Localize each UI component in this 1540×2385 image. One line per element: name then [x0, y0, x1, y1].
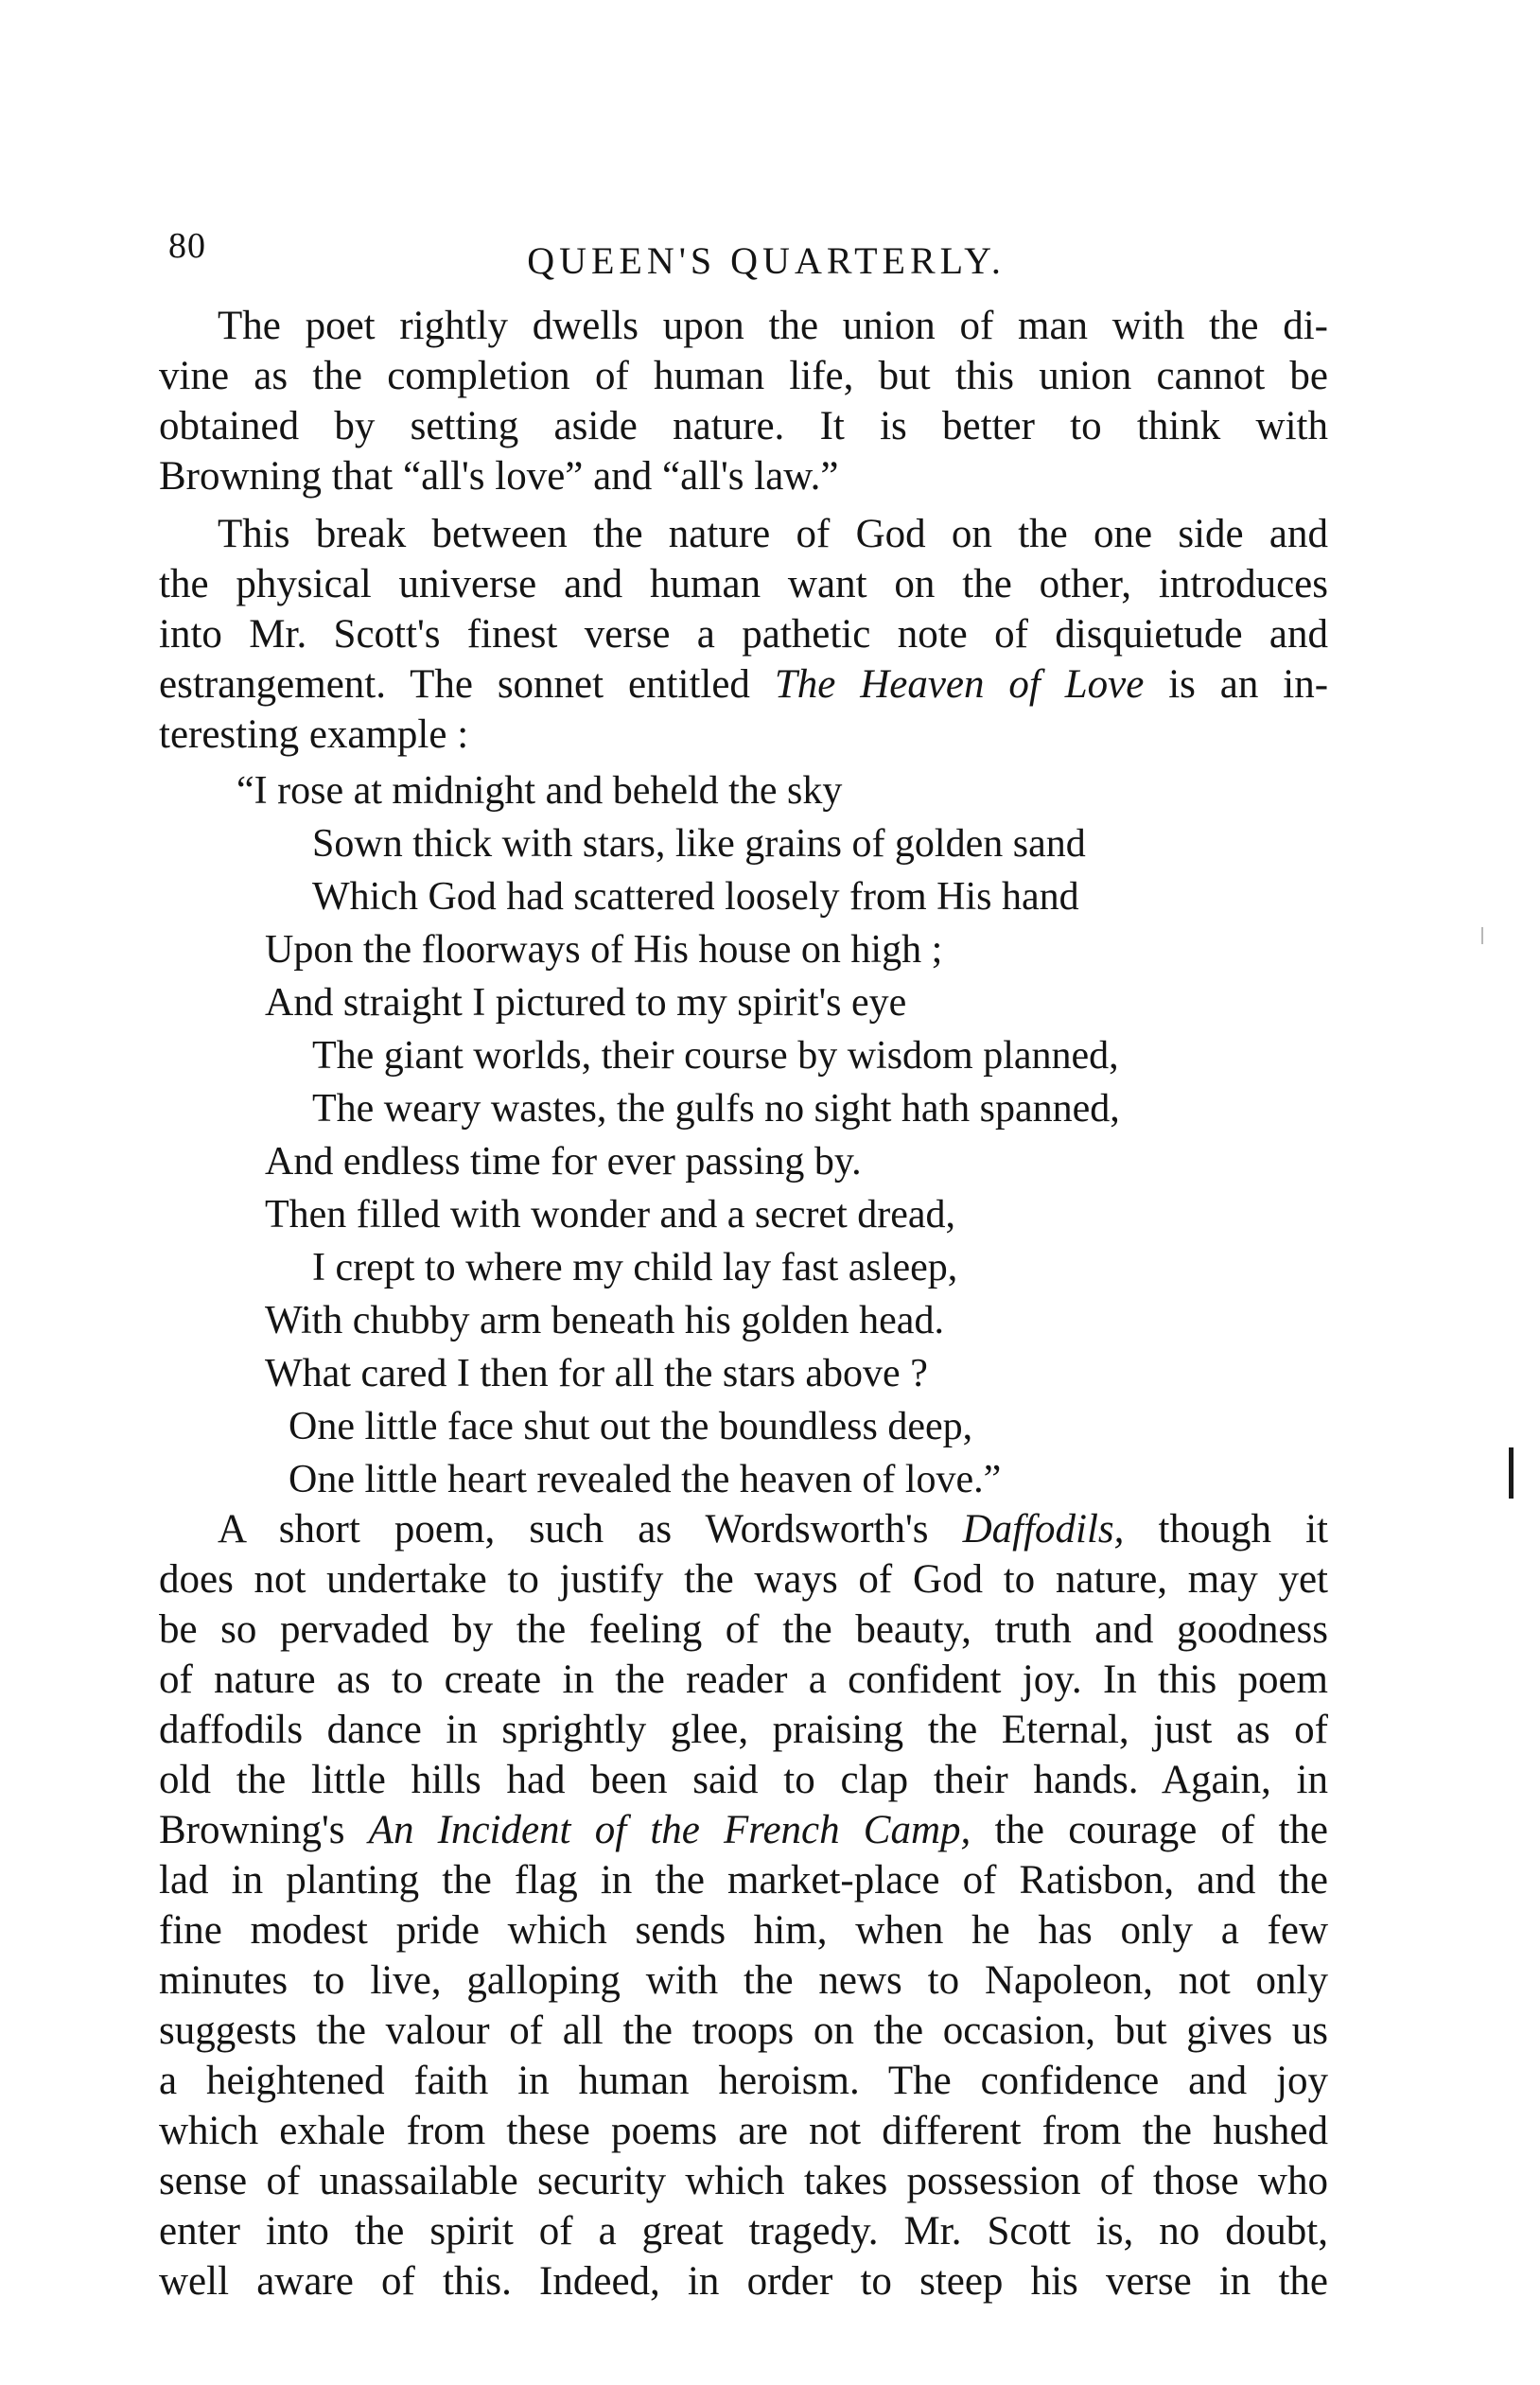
text-line: old the little hills had been said to clap their hands. Again, in	[159, 1758, 1328, 1802]
verse-line: Then filled with wonder and a secret dread,	[265, 1193, 956, 1236]
verse-line: What cared I then for all the stars above ?	[265, 1352, 928, 1395]
verse-line: The giant worlds, their course by wisdom planned,	[312, 1034, 1119, 1078]
text-line: does not undertake to justify the ways of God to nature, may yet	[159, 1557, 1328, 1602]
running-head-title: QUEEN'S QUARTERLY.	[527, 239, 1006, 282]
margin-speck	[1481, 927, 1483, 944]
sonnet-quotation	[236, 764, 1182, 1506]
text-fragment: is an in-	[1168, 662, 1329, 707]
text-line-with-title	[159, 1504, 1328, 1554]
text-line: This break between the nature of God on the one side and	[218, 512, 1328, 556]
verse-line: One little heart revealed the heaven of love.”	[289, 1458, 1002, 1501]
text-line: daffodils dance in sprightly glee, praising the Eternal, just as of	[159, 1708, 1328, 1752]
text-line: a heightened faith in human heroism. The confidence and joy	[159, 2059, 1328, 2103]
text-line: vine as the completion of human life, but this union cannot be	[159, 354, 1328, 398]
verse-line: Sown thick with stars, like grains of golden sand	[312, 822, 1086, 866]
text-line: which exhale from these poems are not different from the hushed	[159, 2109, 1328, 2153]
text-line: well aware of this. Indeed, in order to steep his verse in the	[159, 2259, 1328, 2304]
paragraph-2	[159, 509, 1328, 760]
text-fragment: A short poem, such as Wordsworth's	[218, 1507, 929, 1552]
text-line: the physical universe and human want on the other, introduces	[159, 562, 1328, 606]
text-line: be so pervaded by the feeling of the beauty, truth and goodness	[159, 1607, 1328, 1652]
text-fragment: the courage of the	[994, 1808, 1328, 1852]
text-line: into Mr. Scott's finest verse a pathetic note of disquietude and	[159, 612, 1328, 657]
text-line: obtained by setting aside nature. It is better to think with	[159, 404, 1328, 448]
text-line-with-title	[159, 659, 1328, 710]
text-line: lad in planting the flag in the market-place of Ratisbon, and the	[159, 1858, 1328, 1903]
text-line: sense of unassailable security which takes possession of those who	[159, 2159, 1328, 2203]
poem-title-italic: Daffodils,	[962, 1507, 1125, 1552]
text-line-with-title	[159, 1805, 1328, 1855]
poem-title-italic: The Heaven of Love	[774, 662, 1145, 707]
page-number: 80	[168, 226, 206, 266]
verse-line: And endless time for ever passing by.	[265, 1140, 862, 1184]
verse-line: I crept to where my child lay fast asleep,	[312, 1246, 958, 1289]
text-line: suggests the valour of all the troops on the occasion, but gives us	[159, 2008, 1328, 2053]
verse-line: Upon the floorways of His house on high ;	[265, 928, 943, 972]
verse-line: And straight I pictured to my spirit's eye	[265, 981, 907, 1025]
paragraph-1	[159, 301, 1328, 501]
verse-line: One little face shut out the boundless deep,	[289, 1405, 973, 1448]
verse-line: With chubby arm beneath his golden head.	[265, 1299, 944, 1342]
verse-line: The weary wastes, the gulfs no sight hath spanned,	[312, 1087, 1120, 1131]
verse-line: Which God had scattered loosely from His hand	[312, 875, 1079, 919]
text-line: fine modest pride which sends him, when he has only a few	[159, 1908, 1328, 1953]
poem-title-italic: An Incident of the French Camp,	[368, 1808, 971, 1852]
verse-line: “I rose at midnight and beheld the sky	[236, 769, 843, 813]
text-line: minutes to live, galloping with the news to Napoleon, not only	[159, 1958, 1328, 2003]
text-line: The poet rightly dwells upon the union of man with the di-	[218, 304, 1328, 348]
text-fragment: though it	[1158, 1507, 1328, 1552]
text-fragment: estrangement. The sonnet entitled	[159, 662, 750, 707]
paragraph-3	[159, 1504, 1328, 2306]
text-line: teresting example :	[159, 712, 469, 757]
text-fragment: Browning's	[159, 1808, 345, 1852]
text-line: enter into the spirit of a great tragedy. Mr. Scott is, no doubt,	[159, 2209, 1328, 2253]
margin-ink-mark	[1509, 1447, 1514, 1499]
text-line: of nature as to create in the reader a confident joy. In this poem	[159, 1657, 1328, 1702]
text-line: Browning that “all's love” and “all's law.”	[159, 454, 839, 499]
